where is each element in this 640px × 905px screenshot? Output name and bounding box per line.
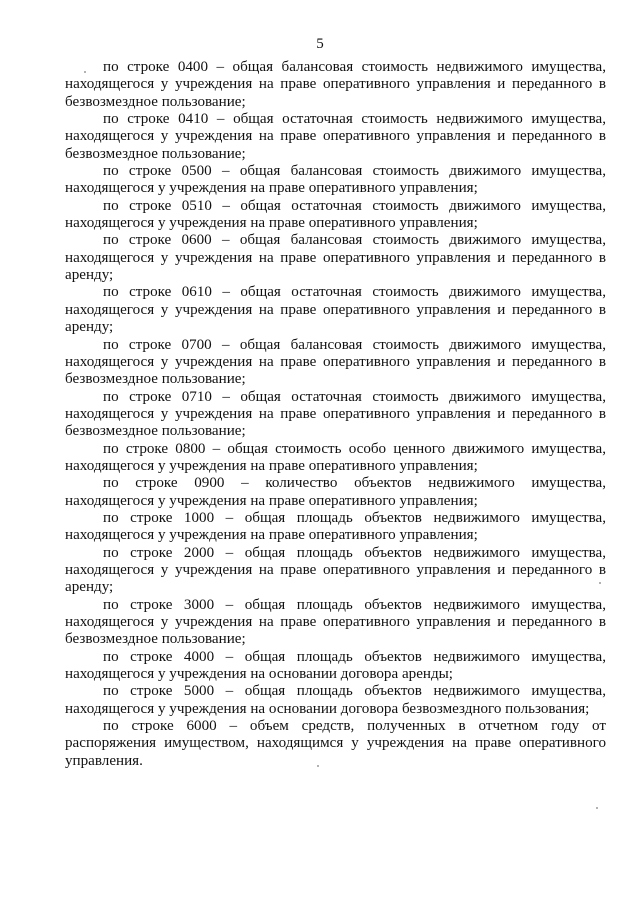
paragraph-row-1000: по строке 1000 – общая площадь объектов недвижимого имущества, находящегося у учреждения на праве оперативного управления; (65, 509, 606, 544)
paragraph-row-0400: по строке 0400 – общая балансовая стоимость недвижимого имущества, находящегося у учреждения на праве оперативного управления и переданного в безвозмездное пользование; (65, 59, 606, 110)
document-body (65, 59, 606, 770)
scan-speck (84, 71, 86, 73)
scan-speck (317, 765, 319, 767)
paragraph-row-0900: по строке 0900 – количество объектов недвижимого имущества, находящегося у учреждения на праве оперативного управления; (65, 475, 606, 509)
paragraph-row-0600: по строке 0600 – общая балансовая стоимость движимого имущества, находящегося у учреждения на праве оперативного управления и переданного в аренду; (65, 232, 606, 284)
scan-speck (596, 807, 598, 809)
paragraph-row-3000: по строке 3000 – общая площадь объектов недвижимого имущества, находящегося у учреждения на праве оперативного управления и переданного в безвозмездное пользование; (65, 596, 606, 648)
paragraph-row-0500: по строке 0500 – общая балансовая стоимость движимого имущества, находящегося у учреждения на праве оперативного управления; (65, 163, 606, 197)
paragraph-row-0700: по строке 0700 – общая балансовая стоимость движимого имущества, находящегося у учреждения на праве оперативного управления и переданного в безвозмездное пользование; (65, 336, 606, 388)
scan-speck (599, 582, 601, 584)
paragraph-row-2000: по строке 2000 – общая площадь объектов недвижимого имущества, находящегося у учреждения на праве оперативного управления и переданного в аренду; (65, 544, 606, 596)
paragraph-row-0610: по строке 0610 – общая остаточная стоимость движимого имущества, находящегося у учреждения на праве оперативного управления и переданного в аренду; (65, 284, 606, 336)
paragraph-row-0800: по строке 0800 – общая стоимость особо ценного движимого имущества, находящегося у учреждения на праве оперативного управления; (65, 440, 606, 474)
page-number: 5 (316, 36, 324, 52)
paragraph-row-4000: по строке 4000 – общая площадь объектов недвижимого имущества, находящегося у учреждения на основании договора аренды; (65, 648, 606, 683)
paragraph-row-6000: по строке 6000 – объем средств, полученных в отчетном году от распоряжения имуществом, находящимся у учреждения на праве оперативного управления. (65, 718, 606, 769)
paragraph-row-5000: по строке 5000 – общая площадь объектов недвижимого имущества, находящегося у учреждения на основании договора безвозмездного пользования; (65, 683, 606, 717)
paragraph-row-0710: по строке 0710 – общая остаточная стоимость движимого имущества, находящегося у учреждения на праве оперативного управления и переданного в безвозмездное пользование; (65, 388, 606, 440)
paragraph-row-0410: по строке 0410 – общая остаточная стоимость недвижимого имущества, находящегося у учреждения на праве оперативного управления и переданного в безвозмездное пользование; (65, 111, 606, 162)
paragraph-row-0510: по строке 0510 – общая остаточная стоимость движимого имущества, находящегося у учреждения на праве оперативного управления; (65, 197, 606, 232)
